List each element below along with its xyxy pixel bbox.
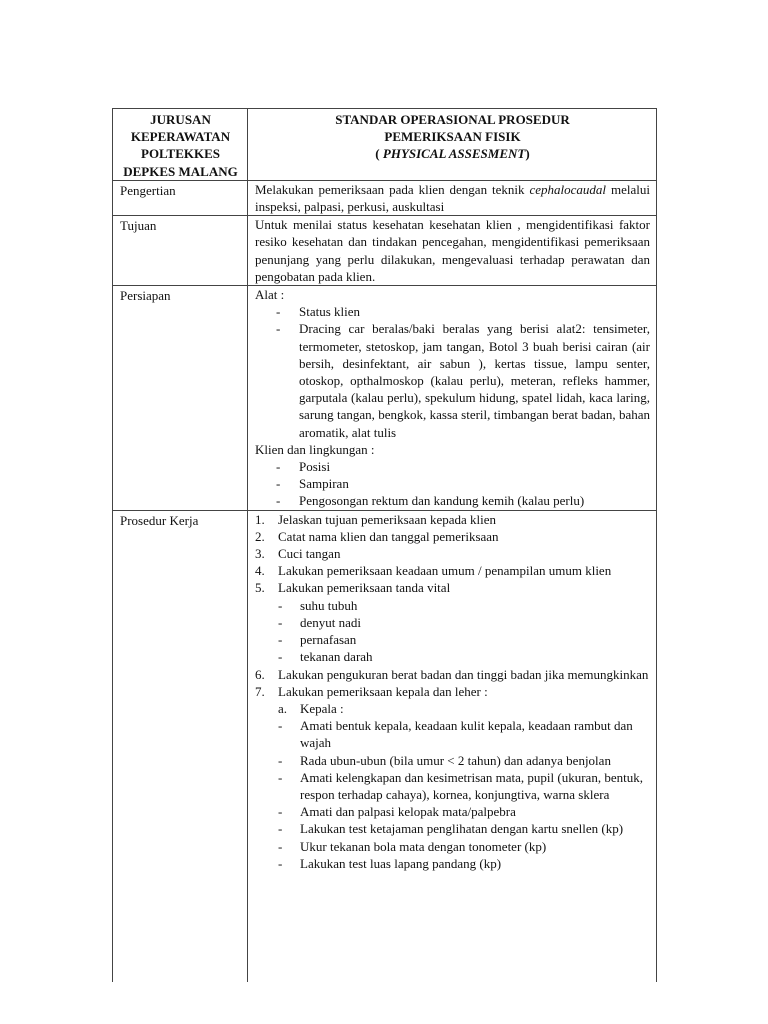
- step-item: [255, 579, 650, 596]
- title-line-3: [255, 145, 650, 162]
- list-item-text: Posisi: [299, 459, 331, 475]
- title-line-1: STANDAR OPERASIONAL PROSEDUR: [335, 112, 570, 127]
- step-number: 5.: [255, 580, 265, 596]
- step-item: [255, 666, 650, 683]
- kepala-item: [255, 803, 650, 820]
- institution-line: JURUSAN: [150, 112, 211, 127]
- step-text: Lakukan pemeriksaan tanda vital: [278, 580, 451, 596]
- list-item: [255, 458, 650, 475]
- bullet-dash: -: [276, 493, 281, 509]
- bullet-dash: -: [278, 614, 283, 630]
- list-item-text: Status klien: [299, 304, 361, 320]
- sub-heading-text: Kepala :: [300, 700, 344, 716]
- kepala-item: [255, 717, 650, 751]
- vital-item: [255, 631, 650, 648]
- label-tujuan: Tujuan: [113, 216, 248, 286]
- title-paren-close: ): [525, 146, 530, 162]
- step-text: Lakukan pemeriksaan keadaan umum / penampilan umum klien: [278, 563, 612, 579]
- title-paren-open: (: [375, 146, 383, 162]
- step-number: 4.: [255, 563, 265, 579]
- bullet-dash: -: [278, 838, 283, 854]
- step-item: [255, 562, 650, 579]
- list-item-text: Dracing car beralas/baki beralas yang berisi alat2: tensimeter, termometer, stetoskop, jam tangan, Botol 3 buah berisi cairan (air bersih, desinfektant, air sabun ), kertas tissue, lampu senter, otoskop, opthalmoskop (kalau perlu), meteran, refleks hammer, garputala (kalau perlu), spekulum hidung, spatel lidah, kaca laring, sarung tangan, bengkok, kassa steril, timbangan berat badan, bahan aromatik, alat tulis: [299, 321, 650, 440]
- content-prosedur: [248, 510, 657, 982]
- kepala-item-text: Amati kelengkapan dan kesimetrisan mata, pupil (ukuran, bentuk, respon terhadap cahaya), kornea, konjungtiva, warna sklera: [300, 769, 643, 802]
- kepala-item-text: Amati dan palpasi kelopak mata/palpebra: [300, 804, 516, 820]
- klien-heading: Klien dan lingkungan :: [255, 441, 375, 457]
- bullet-dash: -: [276, 321, 281, 337]
- step-number: 7.: [255, 683, 265, 699]
- institution-line: KEPERAWATAN: [130, 129, 231, 145]
- bullet-dash: -: [278, 821, 283, 837]
- step-item: [255, 528, 650, 545]
- bullet-dash: -: [278, 804, 283, 820]
- bullet-dash: -: [278, 649, 283, 665]
- title-italic: PHYSICAL ASSESMENT: [382, 146, 526, 162]
- row-persiapan: [113, 286, 657, 511]
- step-item: [255, 511, 650, 528]
- institution-line: DEPKES MALANG: [123, 163, 238, 179]
- bullet-dash: -: [278, 752, 283, 768]
- document-title: [248, 109, 657, 181]
- bullet-dash: -: [276, 476, 281, 492]
- kepala-item-text: Lakukan test ketajaman penglihatan dengan kartu snellen (kp): [300, 821, 624, 837]
- kepala-item: [255, 820, 650, 837]
- vital-item-text: tekanan darah: [300, 649, 373, 665]
- alat-heading: Alat :: [255, 287, 285, 303]
- bullet-dash: -: [278, 769, 283, 785]
- sop-table: [112, 108, 657, 982]
- kepala-item: [255, 752, 650, 769]
- row-tujuan: [113, 216, 657, 286]
- vital-item-text: suhu tubuh: [300, 597, 358, 613]
- bullet-dash: -: [278, 632, 283, 648]
- institution-line: POLTEKKES: [141, 146, 220, 162]
- header-row: [113, 109, 657, 181]
- list-item-text: Sampiran: [299, 476, 349, 492]
- label-pengertian: Pengertian: [113, 180, 248, 215]
- step-number: 6.: [255, 666, 265, 682]
- step-item: [255, 683, 650, 700]
- vital-item-text: denyut nadi: [300, 614, 362, 630]
- bullet-dash: -: [278, 718, 283, 734]
- row-pengertian: [113, 180, 657, 215]
- step-text: Lakukan pengukuran berat badan dan tinggi badan jika memungkinkan: [278, 666, 649, 682]
- vital-item: [255, 614, 650, 631]
- bullet-dash: -: [278, 597, 283, 613]
- bullet-dash: -: [276, 304, 281, 320]
- list-item-text: Pengosongan rektum dan kandung kemih (kalau perlu): [299, 493, 585, 509]
- step-text: Lakukan pemeriksaan kepala dan leher :: [278, 683, 488, 699]
- kepala-item-text: Rada ubun-ubun (bila umur < 2 tahun) dan adanya benjolan: [300, 752, 611, 768]
- step-number: 3.: [255, 546, 265, 562]
- step-number: 2.: [255, 528, 265, 544]
- content-pengertian: [248, 180, 657, 215]
- kepala-item: [255, 769, 650, 803]
- vital-item: [255, 648, 650, 665]
- content-tujuan: Untuk menilai status kesehatan kesehatan klien , mengidentifikasi faktor resiko kesehatan dan tindakan pencegahan, mengidentifikasi pemeriksaan penunjang yang perlu dilakukan, mengevaluasi terhadap perawatan dan pengobatan pada klien.: [248, 216, 657, 286]
- bullet-dash: -: [276, 459, 281, 475]
- list-item: [255, 320, 650, 440]
- label-prosedur: Prosedur Kerja: [113, 510, 248, 982]
- bullet-dash: -: [278, 855, 283, 871]
- step-text: Jelaskan tujuan pemeriksaan kepada klien: [278, 511, 497, 527]
- label-persiapan: Persiapan: [113, 286, 248, 511]
- vital-item-text: pernafasan: [300, 632, 357, 648]
- kepala-item: [255, 855, 650, 872]
- list-item: [255, 303, 650, 320]
- sub-letter: a.: [278, 700, 288, 716]
- content-persiapan: [248, 286, 657, 511]
- kepala-item-text: Amati bentuk kepala, keadaan kulit kepala, keadaan rambut dan wajah: [300, 718, 633, 751]
- step-number: 1.: [255, 511, 265, 527]
- institution-cell: [113, 109, 248, 181]
- step-text: Cuci tangan: [278, 546, 341, 562]
- kepala-item-text: Ukur tekanan bola mata dengan tonometer (kp): [300, 838, 547, 854]
- list-item: [255, 492, 650, 509]
- step-text: Catat nama klien dan tanggal pemeriksaan: [278, 528, 499, 544]
- kepala-item: [255, 838, 650, 855]
- step-item: [255, 545, 650, 562]
- pengertian-italic: cephalocaudal: [529, 181, 607, 197]
- vital-item: [255, 597, 650, 614]
- kepala-item-text: Lakukan test luas lapang pandang (kp): [300, 855, 502, 871]
- row-prosedur: [113, 510, 657, 982]
- list-item: [255, 475, 650, 492]
- sub-heading-kepala: [255, 700, 650, 717]
- pengertian-text-2: melalui inspeksi, palpasi, perkusi, auskultasi: [255, 181, 650, 215]
- pengertian-text-1: Melakukan pemeriksaan pada klien dengan teknik: [255, 181, 530, 197]
- title-line-2: PEMERIKSAAN FISIK: [384, 129, 521, 145]
